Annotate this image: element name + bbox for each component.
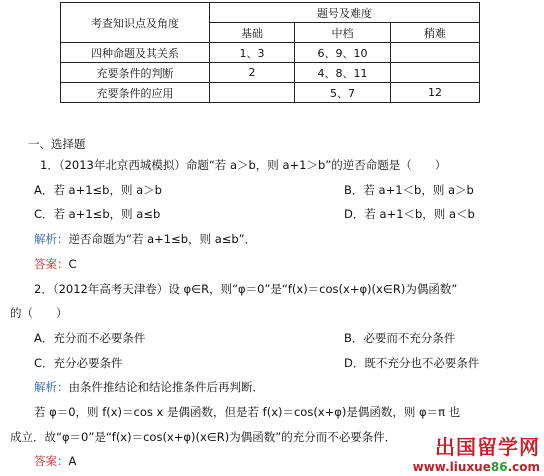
q2-stem-line1: 2．（2012年高考天津卷）设 φ∈R，则“φ＝0”是“f(x)＝cos(x+φ)(x∈R)为偶函数” xyxy=(34,282,458,296)
table-cell xyxy=(391,63,480,83)
analysis-label: 解析： xyxy=(34,380,69,394)
table-cell: 充要条件的应用 xyxy=(61,83,210,103)
q2-option-b: B．必要而不充分条件 xyxy=(344,331,456,345)
site-watermark xyxy=(413,431,540,474)
q1-analysis xyxy=(34,231,256,247)
q2-answer xyxy=(34,453,76,469)
q2-analysis-text: 由条件推结论和结论推条件后再判断． xyxy=(68,380,264,394)
q2-answer-value: A xyxy=(68,454,77,468)
analysis-label: 解析： xyxy=(34,232,69,246)
section-title: 一、选择题 xyxy=(28,137,86,151)
table-header-topic: 考查知识点及角度 xyxy=(61,3,210,43)
table-row xyxy=(61,43,480,63)
table-row xyxy=(61,63,480,83)
q2-option-a: A．充分而不必要条件 xyxy=(34,331,146,345)
q2-option-c: C．充分必要条件 xyxy=(34,356,123,370)
table-cell: 2 xyxy=(210,63,295,83)
q1-option-c: C．若 a+1≤b，则 a≤b xyxy=(34,207,161,221)
watermark-url-part: 86 xyxy=(490,460,508,474)
table-col-medium: 中档 xyxy=(295,23,391,43)
table-col-basic: 基础 xyxy=(210,23,295,43)
table-header-difficulty: 题号及难度 xyxy=(210,3,480,23)
table-cell: 1、3 xyxy=(210,43,295,63)
q1-answer-value: C xyxy=(68,257,77,271)
watermark-title: 出国留学网 xyxy=(435,435,540,459)
q1-option-b: B．若 a+1＜b，则 a＞b xyxy=(344,183,474,197)
table-cell: 四种命题及其关系 xyxy=(61,43,210,63)
table-row xyxy=(61,83,480,103)
q1-stem: 1．（2013年北京西城模拟）命题“若 a＞b，则 a+1＞b”的逆否命题是（ ） xyxy=(40,158,447,172)
answer-label: 答案： xyxy=(34,454,69,468)
watermark-url-part: .com xyxy=(507,460,540,474)
watermark-url-part: www.liuxue xyxy=(412,460,491,474)
knowledge-table xyxy=(60,2,480,103)
q2-option-d: D．既不充分也不必要条件 xyxy=(344,356,480,370)
q1-option-d: D．若 a+1＜b，则 a＜b xyxy=(344,207,475,221)
q1-analysis-text: 逆否命题为“若 a+1≤b，则 a≤b”． xyxy=(68,232,257,246)
q2-analysis xyxy=(34,379,264,395)
q2-stem-line2: 的（ ） xyxy=(10,306,68,320)
table-cell: 充要条件的判断 xyxy=(61,63,210,83)
table-cell xyxy=(210,83,295,103)
table-cell: 4、8、11 xyxy=(295,63,391,83)
table-cell xyxy=(391,43,480,63)
table-cell: 5、7 xyxy=(295,83,391,103)
answer-label: 答案： xyxy=(34,257,69,271)
table-cell: 12 xyxy=(391,83,480,103)
table-cell: 6、9、10 xyxy=(295,43,391,63)
q2-body-line2: 成立．故“φ＝0”是“f(x)＝cos(x+φ)(x∈R)为偶函数”的充分而不必要条件． xyxy=(10,430,397,444)
q1-option-a: A．若 a+1≤b，则 a＞b xyxy=(34,183,162,197)
q2-body-line1: 若 φ＝0，则 f(x)＝cos x 是偶函数，但是若 f(x)＝cos(x+φ)是偶函数，则 φ＝π 也 xyxy=(34,405,461,419)
watermark-url xyxy=(413,460,540,474)
q1-answer xyxy=(34,256,77,272)
table-col-hard: 稍难 xyxy=(391,23,480,43)
